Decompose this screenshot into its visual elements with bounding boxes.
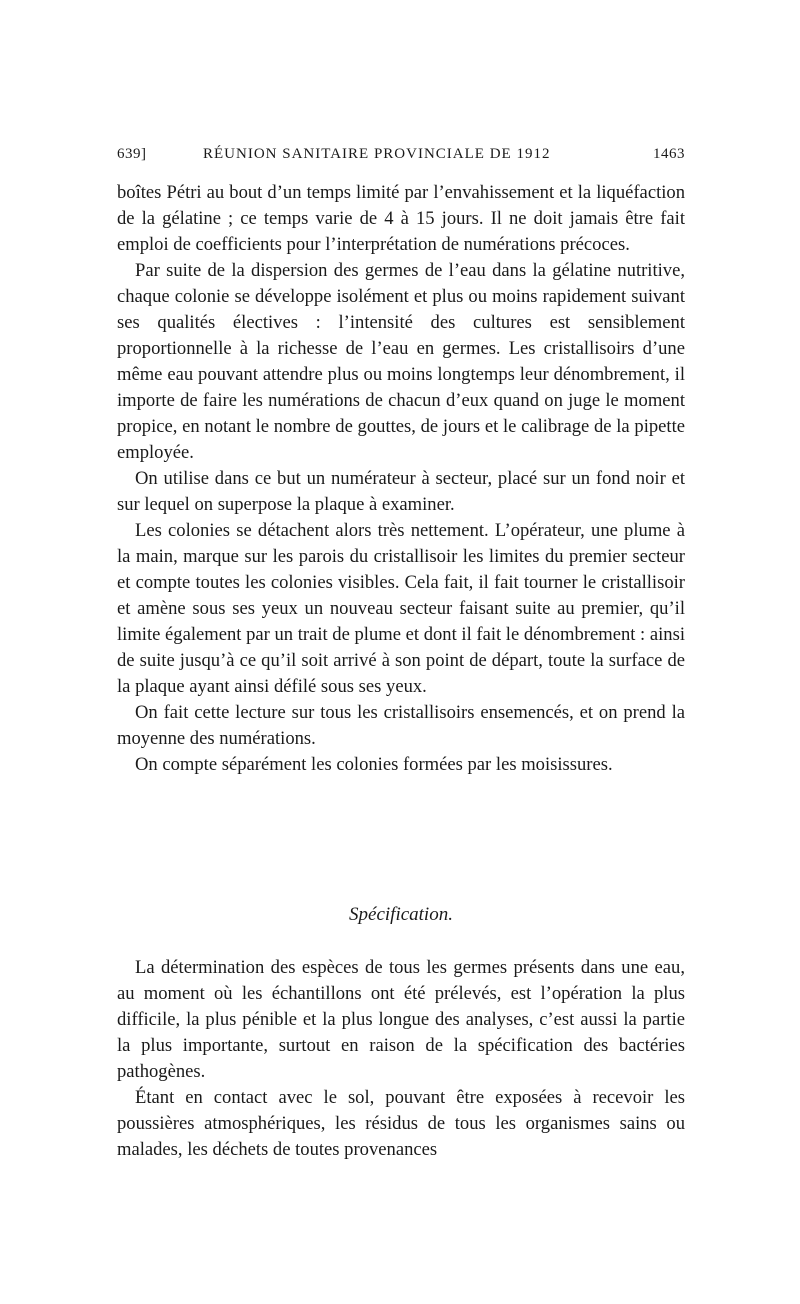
body-text-bottom [117,955,685,1163]
paragraph: Par suite de la dispersion des germes de l’eau dans la gélatine nutritive, chaque colonie se développe isolément et plus ou moins rapidement suivant ses qualités électives : l’intensité des cultures est sensiblement proportionnelle à la richesse de l’eau en germes. Les cristallisoirs d’une même eau pouvant attendre plus ou moins longtemps leur dénombrement, il importe de faire les numérations de chacun d’eux quand on juge le moment propice, en notant le nombre de gouttes, de jours et le calibrage de la pipette employée. [117,260,685,463]
paragraph: On utilise dans ce but un numérateur à secteur, placé sur un fond noir et sur lequel on superpose la plaque à examiner. [117,468,685,515]
page-number-right: 1463 [653,146,685,162]
body-text-top [117,180,685,778]
paragraph: On fait cette lecture sur tous les cristallisoirs ensemencés, et on prend la moyenne des numérations. [117,702,685,749]
paragraph: boîtes Pétri au bout d’un temps limité par l’envahissement et la liquéfaction de la gélatine ; ce temps varie de 4 à 15 jours. Il ne doit jamais être fait emploi de coefficients pour l’interprétation de numérations précoces. [117,182,685,255]
paragraph: On compte séparément les colonies formées par les moisissures. [135,754,613,775]
paragraph: Étant en contact avec le sol, pouvant être exposées à recevoir les poussières atmosphériques, les résidus de tous les organismes sains ou malades, les déchets de toutes provenances [117,1087,685,1160]
running-title: RÉUNION SANITAIRE PROVINCIALE DE 1912 [203,146,551,162]
page-number-left: 639] [117,146,147,162]
section-heading: Spécification. [349,904,453,925]
paragraph: La détermination des espèces de tous les germes présents dans une eau, au moment où les échantillons ont été prélevés, est l’opération la plus difficile, la plus pénible et la plus longue des analyses, c’est aussi la partie la plus importante, surtout en raison de la spécification des bactéries pathogènes. [117,957,685,1082]
running-header [117,146,685,170]
paragraph: Les colonies se détachent alors très nettement. L’opérateur, une plume à la main, marque sur les parois du cristallisoir les limites du premier secteur et compte toutes les colonies visibles. Cela fait, il fait tourner le cristallisoir et amène sous ses yeux un nouveau secteur faisant suite au premier, qu’il limite également par un trait de plume et dont il fait le dénombrement : ainsi de suite jusqu’à ce qu’il soit arrivé à son point de départ, toute la surface de la plaque ayant ainsi défilé sous ses yeux. [117,520,685,697]
